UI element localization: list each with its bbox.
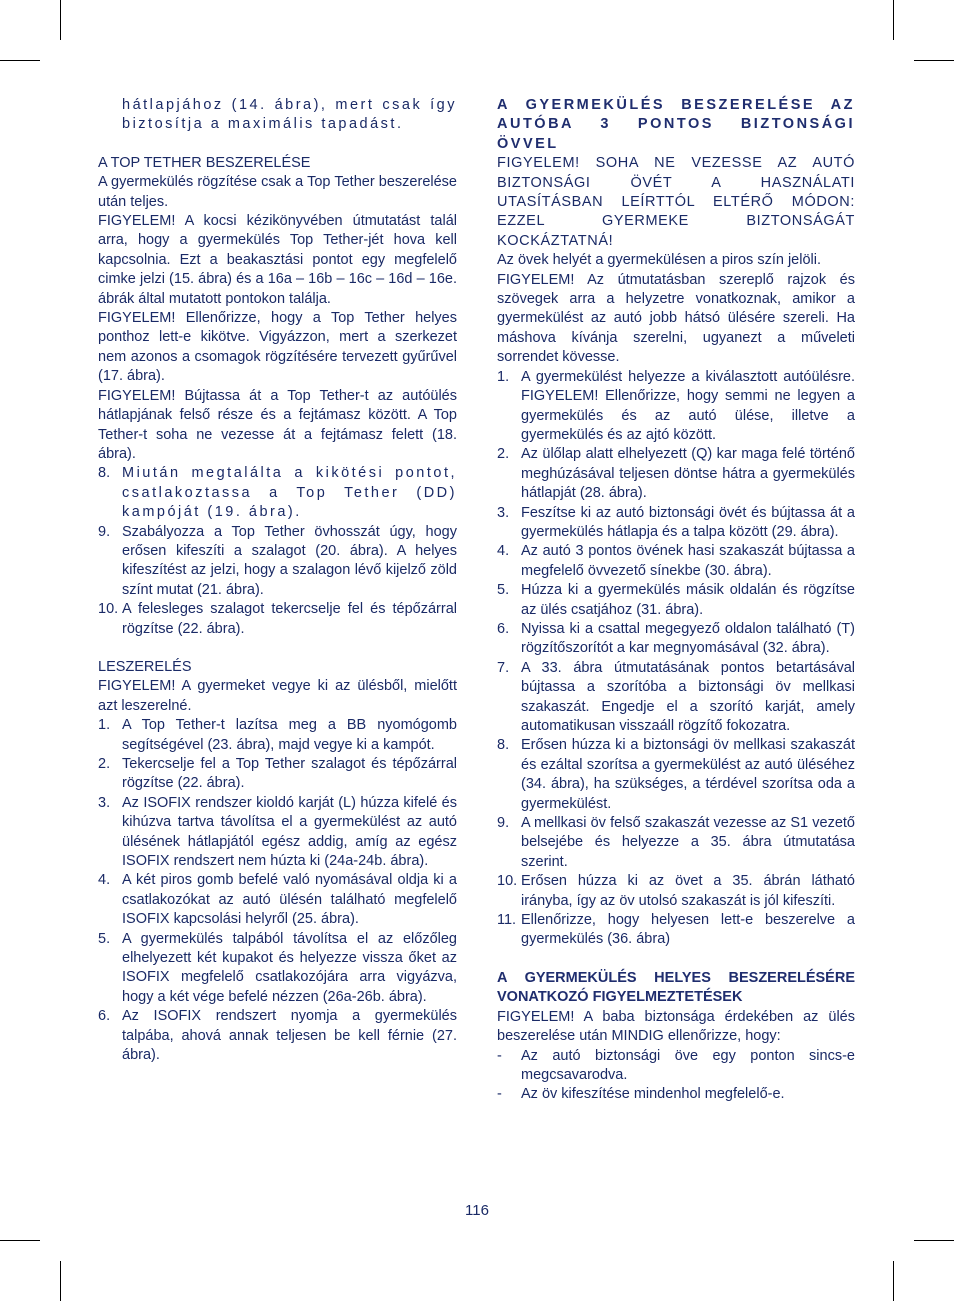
list-item <box>98 464 457 522</box>
list-text: Nyissa ki a csattal megegyező oldalon található (T) rögzítőszorítót a kar megnyomásával (32. ábra). <box>521 620 855 657</box>
paragraph: Az övek helyét a gyermekülésen a piros szín jelöli. <box>497 252 821 269</box>
paragraph: FIGYELEM! Ellenőrizze, hogy a Top Tether helyes ponthoz lett-e kikötve. Vigyázzon, mert a szerkezet nem azonos a csomagok rögzítésére tervezett gyűrűvel (17. ábra). <box>98 310 457 385</box>
list-item <box>497 1085 855 1104</box>
list-number: 7. <box>497 659 510 676</box>
list-number: 3. <box>497 504 510 521</box>
list-item <box>497 659 855 737</box>
list-text: Tekercselje fel a Top Tether szalagot és tépőzárral rögzítse (22. ábra). <box>122 756 457 792</box>
list-item <box>497 542 855 581</box>
list-number: 11. <box>497 912 517 929</box>
list-number: 10. <box>98 601 119 618</box>
list-text: Az ISOFIX rendszer kioldó karját (L) húzza kifelé és kihúzva tartva távolítsa el a gyermekülést az autó ülésének hátlapjától egész addig, amíg az egész ISOFIX rendszert nem húzta ki (24a-24b. ábra). <box>122 794 457 870</box>
crop-mark <box>60 0 61 40</box>
list-item <box>98 755 457 794</box>
bullet-dash: - <box>497 1047 502 1064</box>
paragraph: FIGYELEM! Bújtassa át a Top Tether-t az autóülés hátlapjának felső része és a fejtámasz között. A Top Tether-t soha ne vezesse át a fejtámasz felett (18. ábra). <box>98 387 457 462</box>
paragraph: FIGYELEM! A gyermeket vegye ki az ülésből, mielőtt azt leszerelné. <box>98 678 457 714</box>
section-title-warnings: A GYERMEKÜLÉS HELYES BESZERELÉSÉRE VONATKOZÓ FIGYELMEZTETÉSEK <box>497 969 855 1006</box>
list-item <box>497 368 855 446</box>
list-number: 2. <box>98 756 111 772</box>
left-column <box>98 96 457 1066</box>
list-item <box>98 523 457 601</box>
crop-mark <box>893 1261 894 1301</box>
crop-mark <box>914 1240 954 1241</box>
list-text: Az autó biztonsági öve egy ponton sincs-e megcsavarodva. <box>521 1047 855 1083</box>
list-text: Ellenőrizze, hogy helyesen lett-e beszerelve a gyermekülés (36. ábra) <box>521 912 855 948</box>
list-number: 3. <box>98 794 111 811</box>
right-column <box>497 96 855 1105</box>
list-item <box>98 930 457 1008</box>
list-number: 5. <box>98 930 111 947</box>
list-text: Az ülőlap alatt elhelyezett (Q) kar maga felé történő meghúzásával teljesen döntse hátra a gyermekülés hátlapját (28. ábra). <box>521 446 855 502</box>
list-item <box>98 716 457 755</box>
list-number: 9. <box>98 523 111 540</box>
section-title-leszereles: LESZERELÉS <box>98 658 192 675</box>
list-text: Miután megtalálta a kikötési pontot, csatlakoztassa a Top Tether (DD) kampóját (19. ábra). <box>122 465 457 521</box>
crop-mark <box>0 1240 40 1241</box>
list-number: 2. <box>497 446 510 463</box>
list-number: 8. <box>497 737 510 754</box>
paragraph: A gyermekülés rögzítése csak a Top Tether beszerelése után teljes. <box>98 174 457 210</box>
list-text: Szabályozza a Top Tether övhosszát úgy, hogy erősen kifeszíti a szalagot (20. ábra). A helyes kifeszítést az jelzi, hogy a szalagon lévő kijelző zöld színt mutat (21. ábra). <box>122 523 457 598</box>
list-text: Az autó 3 pontos övének hasi szakaszát bújtassa a megfelelő övvezető sínekbe (30. ábra). <box>521 543 855 579</box>
list-item <box>497 872 855 911</box>
page-number: 116 <box>465 1202 489 1219</box>
paragraph: FIGYELEM! A kocsi kézikönyvében útmutatást talál arra, hogy a gyermekülés Top Tether-jét hova kell kapcsolnia. Ezt a beakasztási pontot egy megfelelő cimke jelzi (15. ábra) és a 16a – 16b – 16c – 16d – 16e. ábrák által mutatott pontokon találja. <box>98 213 457 307</box>
list-item <box>497 581 855 620</box>
bullet-dash: - <box>497 1086 502 1103</box>
list-item <box>497 736 855 814</box>
crop-mark <box>60 1261 61 1301</box>
list-number: 6. <box>497 620 510 637</box>
list-text: Húzza ki a gyermekülés másik oldalán és rögzítse az ülés csatjához (31. ábra). <box>521 582 855 618</box>
list-item <box>98 794 457 872</box>
intro-text: hátlapjához (14. ábra), mert csak így biztosítja a maximális tapadást. <box>122 97 457 133</box>
paragraph: FIGYELEM! A baba biztonsága érdekében az ülés beszerelése után MINDIG ellenőrizze, hogy: <box>497 1008 855 1045</box>
list-text: A gyermekülést helyezze a kiválasztott autóülésre. FIGYELEM! Ellenőrizze, hogy semmi ne legyen a gyermekülés és az autó ülése, illetve a gyermekülés és az ajtó között. <box>521 368 855 443</box>
list-item <box>98 1007 457 1065</box>
list-text: Feszítse ki az autó biztonsági övét és bújtassa át a gyermekülés hátlapja és a talpa között (29. ábra). <box>521 504 855 540</box>
list-number: 8. <box>98 465 111 482</box>
crop-mark <box>0 60 40 61</box>
list-number: 4. <box>98 872 111 889</box>
crop-mark <box>893 0 894 40</box>
list-text: A két piros gomb befelé való nyomásával oldja ki a csatlakozókat az autó ülésén található megfelelő ISOFIX kapcsolási helyről (25. ábra). <box>122 872 457 928</box>
list-number: 4. <box>497 543 510 560</box>
warning-text: FIGYELEM! SOHA NE VEZESSE AZ AUTÓ BIZTONSÁGI ÖVÉT A HASZNÁLATI UTASÍTÁSBAN LEÍRTTÓL ELTÉRŐ MÓDON: EZZEL GYERMEKE BIZTONSÁGÁT KOCKÁZTATNÁ! <box>497 155 855 249</box>
list-item <box>497 1047 855 1086</box>
list-number: 9. <box>497 815 510 832</box>
list-number: 1. <box>497 368 510 385</box>
list-text: Erősen húzza ki a biztonsági öv mellkasi szakaszát és ezáltal szorítsa a gyermekülést az autó üléséhez (34. ábra), ha szükséges, a térdével szorítsa oda a gyermekülést. <box>521 737 855 812</box>
list-text: A 33. ábra útmutatásának pontos betartásával bújtassa a szorítóba a biztonsági öv mellkasi szakaszát. Engedje el a szorító karját, amely automatikusan visszaáll rögzítő fokozatra. <box>521 659 855 734</box>
list-item <box>497 814 855 872</box>
list-number: 1. <box>98 717 111 734</box>
list-item <box>497 445 855 503</box>
section-title-3-point-belt: A GYERMEKÜLÉS BESZERELÉSE AZ AUTÓBA 3 PONTOS BIZTONSÁGI ÖVVEL <box>497 97 855 152</box>
crop-mark <box>914 60 954 61</box>
list-text: Az öv kifeszítése mindenhol megfelelő-e. <box>521 1086 785 1103</box>
list-item <box>98 871 457 929</box>
list-number: 6. <box>98 1008 111 1025</box>
list-text: A mellkasi öv felső szakaszát vezesse az S1 vezető belsejébe és helyezze a 35. ábra útmutatása szerint. <box>521 815 855 870</box>
list-item <box>98 600 457 639</box>
list-item <box>497 620 855 659</box>
section-title-top-tether: A TOP TETHER BESZERELÉSE <box>98 154 311 171</box>
list-item <box>497 504 855 543</box>
list-number: 10. <box>497 873 518 890</box>
list-text: Erősen húzza ki az övet a 35. ábrán látható irányba, így az öv utolsó szakaszát is jól kifeszíti. <box>521 873 855 909</box>
list-text: A gyermekülés talpából távolítsa el az előzőleg elhelyezett két kupakot és helyezze vissza őket az ISOFIX megfelelő csatlakozójára arra vigyázva, hogy a két vége befelé nézzen (26a-26b. ábra). <box>122 930 457 1005</box>
list-text: A felesleges szalagot tekercselje fel és tépőzárral rögzítse (22. ábra). <box>122 601 457 637</box>
list-text: A Top Tether-t lazítsa meg a BB nyomógomb segítségével (23. ábra), majd vegye ki a kampót. <box>122 717 457 753</box>
list-text: Az ISOFIX rendszert nyomja a gyermekülés talpába, ahová annak teljesen be kell férnie (27. ábra). <box>122 1008 457 1064</box>
paragraph: FIGYELEM! Az útmutatásban szereplő rajzok és szövegek arra a helyzetre vonatkoznak, amikor a gyermekülést az autó jobb hátsó ülésére szereli. Ha máshova kívánja szerelni, ugyanezt a műveleti sorrendet kövesse. <box>497 271 855 366</box>
list-item <box>497 911 855 950</box>
list-number: 5. <box>497 582 510 599</box>
